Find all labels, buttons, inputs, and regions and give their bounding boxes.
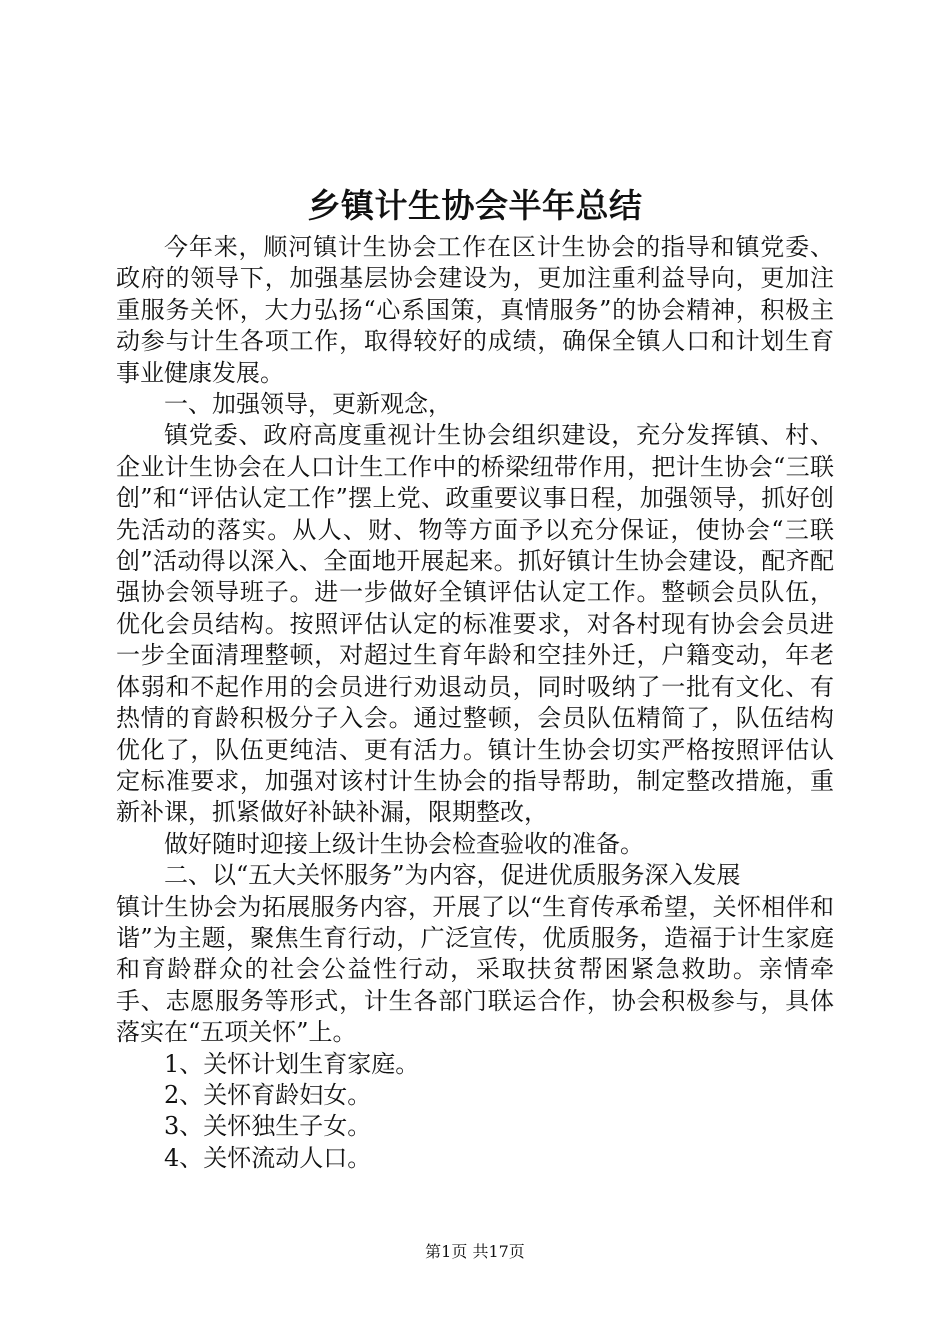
page-footer: 第1页 共17页 <box>425 1242 525 1261</box>
section-heading-1: 一、加强领导，更新观念， <box>164 390 452 419</box>
document-title: 乡镇计生协会半年总结 <box>307 186 643 225</box>
paragraph-preparation: 做好随时迎接上级计生协会检查验收的准备。 <box>164 829 644 858</box>
paragraph-section-1: 镇党委、政府高度重视计生协会组织建设，充分发挥镇、村、企业计生协会在人口计生工作中的桥梁纽带作用，把计生协会“三联创”和“评估认定工作”摆上党、政重要议事日程，加强领导，抓好创先活动的落实。从人、财、物等方面予以充分保证，使协会“三联创”活动得以深入、全面地开展起来。抓好镇计生协会建设，配齐配强协会领导班子。进一步做好全镇评估认定工作。整顿会员队伍，优化会员结构。按照评估认定的标准要求，对各村现有协会会员进一步全面清理整顿，对超过生育年龄和空挂外迁，户籍变动，年老体弱和不起作用的会员进行劝退动员，同时吸纳了一批有文化、有热情的育龄积极分子入会。通过整顿，会员队伍精简了，队伍结构优化了，队伍更纯洁、更有活力。镇计生协会切实严格按照评估认定标准要求，加强对该村计生协会的指导帮助，制定整改措施，重新补课，抓紧做好补缺补漏，限期整改， <box>116 421 834 827</box>
list-item-1: 1、关怀计划生育家庭。 <box>164 1049 420 1078</box>
paragraph-section-2: 镇计生协会为拓展服务内容，开展了以“生育传承希望，关怀相伴和谐”为主题，聚焦生育行动，广泛宣传，优质服务，造福于计生家庭和育龄群众的社会公益性行动，采取扶贫帮困紧急救助。亲情牵手、志愿服务等形式，计生各部门联运合作，协会积极参与，具体落实在“五项关怀”上。 <box>116 892 834 1047</box>
list-item-3: 3、关怀独生子女。 <box>164 1112 372 1141</box>
document-body <box>116 232 834 1174</box>
list-item-2: 2、关怀育龄妇女。 <box>164 1080 372 1109</box>
list-item-4: 4、关怀流动人口。 <box>164 1143 372 1172</box>
section-heading-2: 二、以“五大关怀服务”为内容，促进优质服务深入发展 <box>164 861 741 890</box>
paragraph-intro: 今年来，顺河镇计生协会工作在区计生协会的指导和镇党委、政府的领导下，加强基层协会建设为，更加注重利益导向，更加注重服务关怀，大力弘扬“心系国策，真情服务”的协会精神，积极主动参与计生各项工作，取得较好的成绩，确保全镇人口和计划生育事业健康发展。 <box>116 233 834 387</box>
